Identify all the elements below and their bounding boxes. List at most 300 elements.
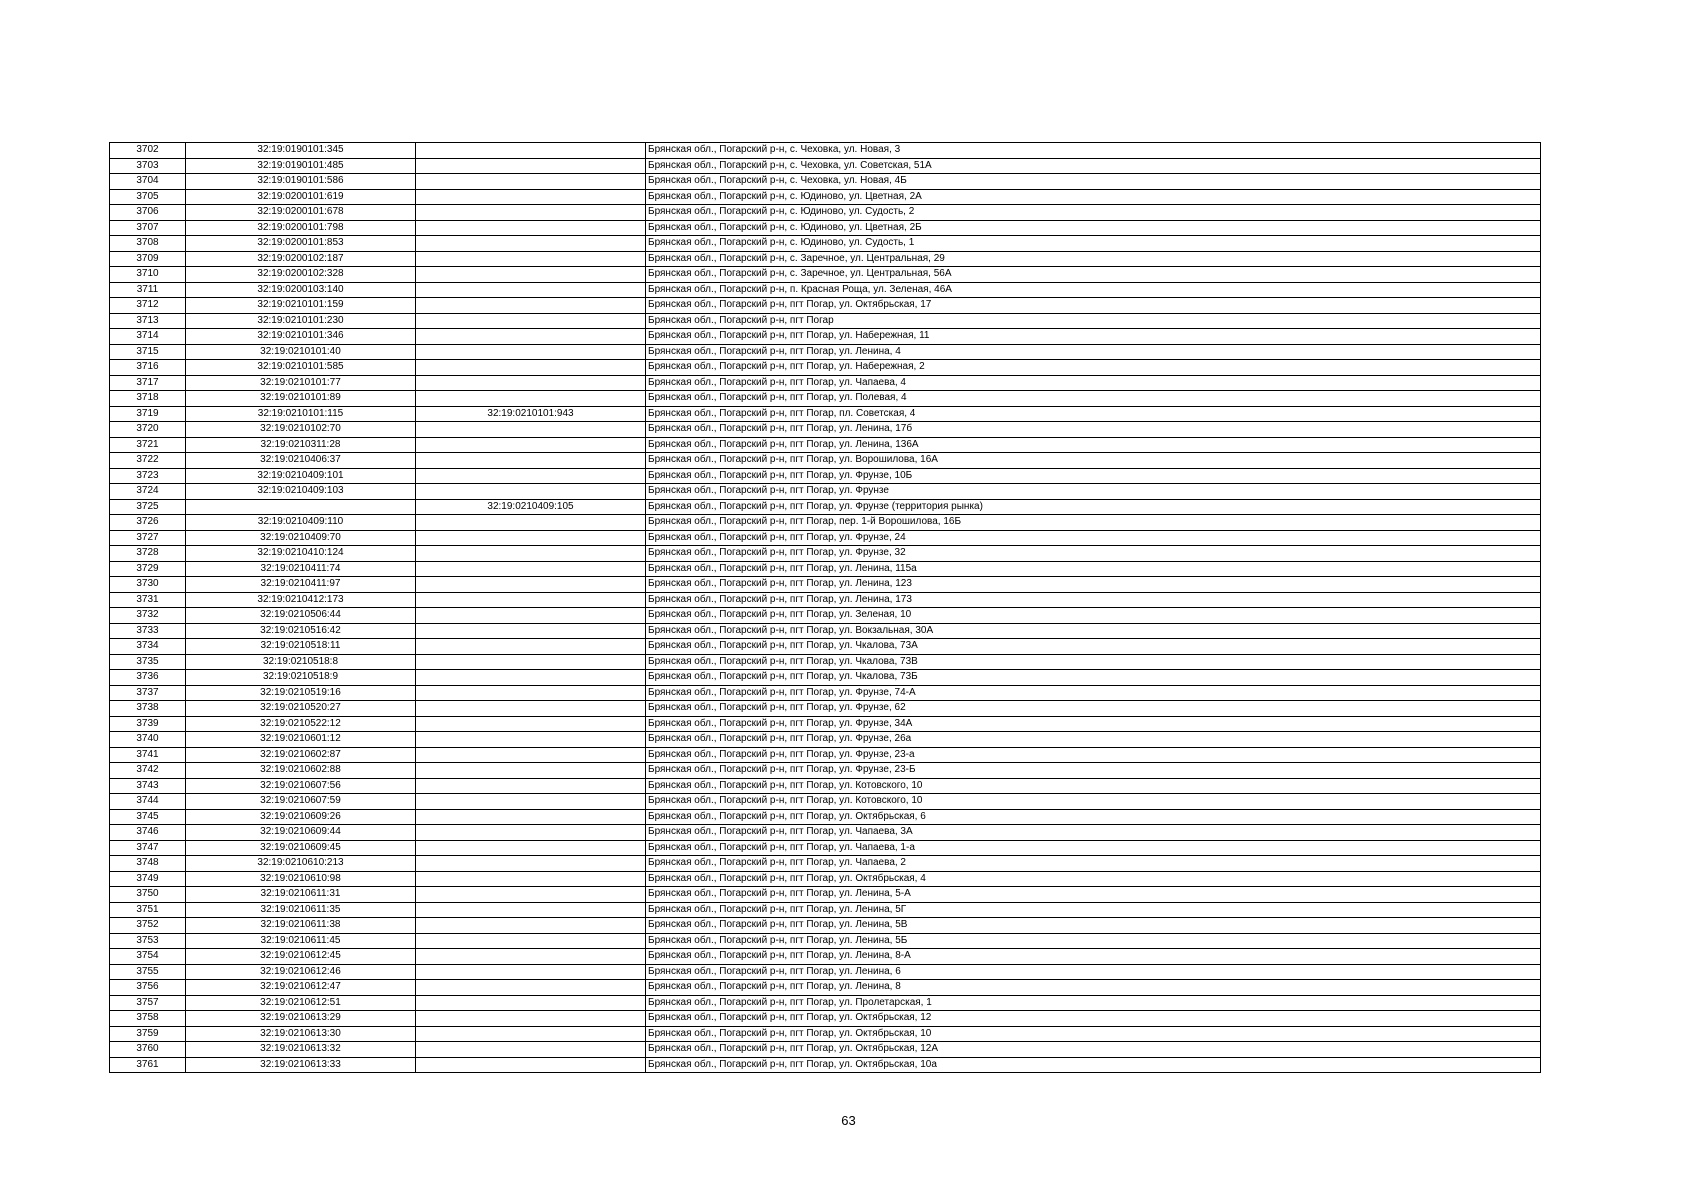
row-number-cell: 3746 [110, 825, 186, 841]
cadastral-number-cell: 32:19:0210101:159 [186, 298, 416, 314]
second-cadastral-number-cell [416, 220, 646, 236]
row-number-cell: 3750 [110, 887, 186, 903]
address-cell: Брянская обл., Погарский р-н, пгт Погар, ул. Ленина, 6 [646, 964, 1541, 980]
row-number-cell: 3760 [110, 1042, 186, 1058]
address-cell: Брянская обл., Погарский р-н, пгт Погар, ул. Ленина, 136А [646, 437, 1541, 453]
address-cell: Брянская обл., Погарский р-н, пгт Погар, ул. Фрунзе, 26а [646, 732, 1541, 748]
address-cell: Брянская обл., Погарский р-н, пгт Погар, ул. Ленина, 5-А [646, 887, 1541, 903]
second-cadastral-number-cell [416, 236, 646, 252]
second-cadastral-number-cell [416, 313, 646, 329]
second-cadastral-number-cell [416, 980, 646, 996]
table-row [110, 902, 1541, 918]
address-cell: Брянская обл., Погарский р-н, пгт Погар, ул. Ленина, 5В [646, 918, 1541, 934]
table-row [110, 995, 1541, 1011]
row-number-cell: 3749 [110, 871, 186, 887]
second-cadastral-number-cell [416, 732, 646, 748]
address-cell: Брянская обл., Погарский р-н, пгт Погар, ул. Октябрьская, 10а [646, 1057, 1541, 1073]
table-row [110, 174, 1541, 190]
second-cadastral-number-cell [416, 174, 646, 190]
address-cell: Брянская обл., Погарский р-н, пгт Погар, ул. Чкалова, 73Б [646, 670, 1541, 686]
row-number-cell: 3742 [110, 763, 186, 779]
address-cell: Брянская обл., Погарский р-н, с. Юдиново, ул. Судость, 1 [646, 236, 1541, 252]
address-cell: Брянская обл., Погарский р-н, с. Чеховка, ул. Новая, 4Б [646, 174, 1541, 190]
second-cadastral-number-cell [416, 933, 646, 949]
table-row [110, 918, 1541, 934]
address-cell: Брянская обл., Погарский р-н, пгт Погар, ул. Чапаева, 4 [646, 375, 1541, 391]
table-row [110, 437, 1541, 453]
table-row [110, 856, 1541, 872]
cadastral-number-cell: 32:19:0210411:97 [186, 577, 416, 593]
table-row [110, 763, 1541, 779]
second-cadastral-number-cell [416, 561, 646, 577]
address-cell: Брянская обл., Погарский р-н, с. Заречное, ул. Центральная, 29 [646, 251, 1541, 267]
cadastral-number-cell: 32:19:0210409:70 [186, 530, 416, 546]
row-number-cell: 3741 [110, 747, 186, 763]
row-number-cell: 3703 [110, 158, 186, 174]
cadastral-number-cell: 32:19:0200103:140 [186, 282, 416, 298]
row-number-cell: 3737 [110, 685, 186, 701]
second-cadastral-number-cell [416, 716, 646, 732]
cadastral-number-cell: 32:19:0210409:103 [186, 484, 416, 500]
address-cell: Брянская обл., Погарский р-н, с. Юдиново, ул. Цветная, 2Б [646, 220, 1541, 236]
table-row [110, 825, 1541, 841]
table-row [110, 360, 1541, 376]
address-cell: Брянская обл., Погарский р-н, пгт Погар, ул. Вокзальная, 30А [646, 623, 1541, 639]
table-row [110, 344, 1541, 360]
second-cadastral-number-cell [416, 530, 646, 546]
table-row [110, 1042, 1541, 1058]
address-cell: Брянская обл., Погарский р-н, с. Юдиново, ул. Цветная, 2А [646, 189, 1541, 205]
row-number-cell: 3708 [110, 236, 186, 252]
address-cell: Брянская обл., Погарский р-н, пгт Погар, ул. Зеленая, 10 [646, 608, 1541, 624]
row-number-cell: 3705 [110, 189, 186, 205]
cadastral-number-cell: 32:19:0210611:38 [186, 918, 416, 934]
second-cadastral-number-cell [416, 344, 646, 360]
cadastral-number-cell: 32:19:0190101:485 [186, 158, 416, 174]
second-cadastral-number-cell [416, 840, 646, 856]
second-cadastral-number-cell [416, 592, 646, 608]
second-cadastral-number-cell [416, 267, 646, 283]
row-number-cell: 3726 [110, 515, 186, 531]
row-number-cell: 3724 [110, 484, 186, 500]
table-row [110, 654, 1541, 670]
row-number-cell: 3738 [110, 701, 186, 717]
cadastral-number-cell: 32:19:0210101:115 [186, 406, 416, 422]
table-row [110, 887, 1541, 903]
row-number-cell: 3704 [110, 174, 186, 190]
row-number-cell: 3729 [110, 561, 186, 577]
row-number-cell: 3712 [110, 298, 186, 314]
table-row [110, 794, 1541, 810]
cadastral-number-cell: 32:19:0210406:37 [186, 453, 416, 469]
row-number-cell: 3711 [110, 282, 186, 298]
second-cadastral-number-cell [416, 747, 646, 763]
row-number-cell: 3745 [110, 809, 186, 825]
address-cell: Брянская обл., Погарский р-н, пгт Погар, ул. Фрунзе, 62 [646, 701, 1541, 717]
cadastral-number-cell: 32:19:0210613:32 [186, 1042, 416, 1058]
second-cadastral-number-cell [416, 453, 646, 469]
cadastral-number-cell: 32:19:0210607:59 [186, 794, 416, 810]
address-cell: Брянская обл., Погарский р-н, пгт Погар, ул. Октябрьская, 17 [646, 298, 1541, 314]
second-cadastral-number-cell [416, 158, 646, 174]
second-cadastral-number-cell [416, 329, 646, 345]
cadastral-number-cell: 32:19:0210412:173 [186, 592, 416, 608]
table-row [110, 685, 1541, 701]
row-number-cell: 3733 [110, 623, 186, 639]
address-cell: Брянская обл., Погарский р-н, пгт Погар, ул. Фрунзе, 32 [646, 546, 1541, 562]
row-number-cell: 3710 [110, 267, 186, 283]
address-cell: Брянская обл., Погарский р-н, пгт Погар, ул. Фрунзе, 34А [646, 716, 1541, 732]
cadastral-number-cell: 32:19:0190101:345 [186, 143, 416, 159]
second-cadastral-number-cell [416, 949, 646, 965]
table-row [110, 546, 1541, 562]
cadastral-number-cell: 32:19:0210101:40 [186, 344, 416, 360]
second-cadastral-number-cell [416, 701, 646, 717]
row-number-cell: 3759 [110, 1026, 186, 1042]
table-row [110, 1026, 1541, 1042]
table-row [110, 391, 1541, 407]
cadastral-number-cell: 32:19:0210102:70 [186, 422, 416, 438]
cadastral-number-cell: 32:19:0190101:586 [186, 174, 416, 190]
address-cell: Брянская обл., Погарский р-н, пгт Погар, ул. Ленина, 8 [646, 980, 1541, 996]
table-row [110, 608, 1541, 624]
second-cadastral-number-cell [416, 282, 646, 298]
row-number-cell: 3757 [110, 995, 186, 1011]
cadastral-number-cell: 32:19:0200101:678 [186, 205, 416, 221]
cadastral-number-cell: 32:19:0210601:12 [186, 732, 416, 748]
table-row [110, 933, 1541, 949]
cadastral-number-cell [186, 499, 416, 515]
row-number-cell: 3761 [110, 1057, 186, 1073]
second-cadastral-number-cell [416, 639, 646, 655]
row-number-cell: 3706 [110, 205, 186, 221]
address-cell: Брянская обл., Погарский р-н, пгт Погар, ул. Чкалова, 73А [646, 639, 1541, 655]
address-cell: Брянская обл., Погарский р-н, пгт Погар, ул. Ленина, 173 [646, 592, 1541, 608]
row-number-cell: 3725 [110, 499, 186, 515]
address-cell: Брянская обл., Погарский р-н, пгт Погар, ул. Фрунзе, 24 [646, 530, 1541, 546]
table-row [110, 468, 1541, 484]
address-cell: Брянская обл., Погарский р-н, с. Заречное, ул. Центральная, 56А [646, 267, 1541, 283]
address-cell: Брянская обл., Погарский р-н, пгт Погар, пл. Советская, 4 [646, 406, 1541, 422]
address-cell: Брянская обл., Погарский р-н, пгт Погар, ул. Ленина, 17б [646, 422, 1541, 438]
table-row [110, 980, 1541, 996]
second-cadastral-number-cell [416, 809, 646, 825]
row-number-cell: 3747 [110, 840, 186, 856]
second-cadastral-number-cell [416, 468, 646, 484]
table-row [110, 453, 1541, 469]
cadastral-number-cell: 32:19:0210518:9 [186, 670, 416, 686]
second-cadastral-number-cell [416, 902, 646, 918]
address-cell: Брянская обл., Погарский р-н, пгт Погар, ул. Чапаева, 2 [646, 856, 1541, 872]
row-number-cell: 3754 [110, 949, 186, 965]
cadastral-number-cell: 32:19:0210612:46 [186, 964, 416, 980]
table-row [110, 484, 1541, 500]
second-cadastral-number-cell [416, 546, 646, 562]
second-cadastral-number-cell [416, 577, 646, 593]
cadastral-number-cell: 32:19:0200102:187 [186, 251, 416, 267]
row-number-cell: 3709 [110, 251, 186, 267]
table-row [110, 716, 1541, 732]
row-number-cell: 3722 [110, 453, 186, 469]
cadastral-number-cell: 32:19:0210602:88 [186, 763, 416, 779]
cadastral-number-cell: 32:19:0210612:45 [186, 949, 416, 965]
cadastral-number-cell: 32:19:0200101:853 [186, 236, 416, 252]
cadastral-number-cell: 32:19:0210516:42 [186, 623, 416, 639]
table-row [110, 313, 1541, 329]
cadastral-number-cell: 32:19:0210611:31 [186, 887, 416, 903]
address-cell: Брянская обл., Погарский р-н, п. Красная Роща, ул. Зеленая, 46А [646, 282, 1541, 298]
table-row [110, 220, 1541, 236]
second-cadastral-number-cell [416, 1057, 646, 1073]
address-cell: Брянская обл., Погарский р-н, пгт Погар, ул. Фрунзе, 23-а [646, 747, 1541, 763]
second-cadastral-number-cell: 32:19:0210101:943 [416, 406, 646, 422]
second-cadastral-number-cell [416, 794, 646, 810]
second-cadastral-number-cell [416, 654, 646, 670]
row-number-cell: 3714 [110, 329, 186, 345]
table-row [110, 422, 1541, 438]
table-row [110, 1057, 1541, 1073]
row-number-cell: 3739 [110, 716, 186, 732]
cadastral-number-cell: 32:19:0210613:30 [186, 1026, 416, 1042]
address-cell: Брянская обл., Погарский р-н, пгт Погар, пер. 1-й Ворошилова, 16Б [646, 515, 1541, 531]
row-number-cell: 3736 [110, 670, 186, 686]
address-cell: Брянская обл., Погарский р-н, пгт Погар, ул. Октябрьская, 4 [646, 871, 1541, 887]
table-row [110, 949, 1541, 965]
address-cell: Брянская обл., Погарский р-н, пгт Погар, ул. Котовского, 10 [646, 794, 1541, 810]
cadastral-number-cell: 32:19:0210609:44 [186, 825, 416, 841]
row-number-cell: 3734 [110, 639, 186, 655]
table-row [110, 406, 1541, 422]
second-cadastral-number-cell [416, 484, 646, 500]
second-cadastral-number-cell [416, 143, 646, 159]
second-cadastral-number-cell [416, 251, 646, 267]
row-number-cell: 3744 [110, 794, 186, 810]
address-cell: Брянская обл., Погарский р-н, пгт Погар, ул. Ленина, 8-А [646, 949, 1541, 965]
table-row [110, 747, 1541, 763]
table-row [110, 577, 1541, 593]
second-cadastral-number-cell [416, 763, 646, 779]
address-cell: Брянская обл., Погарский р-н, пгт Погар, ул. Ворошилова, 16А [646, 453, 1541, 469]
registry-table-body [110, 143, 1541, 1073]
cadastral-number-cell: 32:19:0210409:101 [186, 468, 416, 484]
second-cadastral-number-cell [416, 608, 646, 624]
address-cell: Брянская обл., Погарский р-н, пгт Погар, ул. Октябрьская, 12А [646, 1042, 1541, 1058]
table-row [110, 809, 1541, 825]
table-row [110, 143, 1541, 159]
row-number-cell: 3717 [110, 375, 186, 391]
cadastral-number-cell: 32:19:0210610:98 [186, 871, 416, 887]
cadastral-number-cell: 32:19:0210522:12 [186, 716, 416, 732]
second-cadastral-number-cell [416, 623, 646, 639]
cadastral-number-cell: 32:19:0210519:16 [186, 685, 416, 701]
row-number-cell: 3721 [110, 437, 186, 453]
table-row [110, 251, 1541, 267]
table-row [110, 639, 1541, 655]
row-number-cell: 3731 [110, 592, 186, 608]
cadastral-number-cell: 32:19:0210612:51 [186, 995, 416, 1011]
address-cell: Брянская обл., Погарский р-н, пгт Погар [646, 313, 1541, 329]
cadastral-number-cell: 32:19:0210613:29 [186, 1011, 416, 1027]
cadastral-number-cell: 32:19:0210518:8 [186, 654, 416, 670]
second-cadastral-number-cell [416, 670, 646, 686]
row-number-cell: 3715 [110, 344, 186, 360]
second-cadastral-number-cell [416, 422, 646, 438]
table-row [110, 515, 1541, 531]
cadastral-number-cell: 32:19:0210410:124 [186, 546, 416, 562]
cadastral-number-cell: 32:19:0210611:35 [186, 902, 416, 918]
table-row [110, 205, 1541, 221]
table-row [110, 871, 1541, 887]
row-number-cell: 3716 [110, 360, 186, 376]
cadastral-number-cell: 32:19:0210609:45 [186, 840, 416, 856]
second-cadastral-number-cell [416, 205, 646, 221]
address-cell: Брянская обл., Погарский р-н, пгт Погар, ул. Октябрьская, 6 [646, 809, 1541, 825]
cadastral-number-cell: 32:19:0210101:346 [186, 329, 416, 345]
row-number-cell: 3718 [110, 391, 186, 407]
cadastral-number-cell: 32:19:0200101:798 [186, 220, 416, 236]
address-cell: Брянская обл., Погарский р-н, пгт Погар, ул. Фрунзе, 10Б [646, 468, 1541, 484]
table-row [110, 1011, 1541, 1027]
second-cadastral-number-cell [416, 995, 646, 1011]
cadastral-number-cell: 32:19:0200101:619 [186, 189, 416, 205]
table-row [110, 964, 1541, 980]
second-cadastral-number-cell [416, 871, 646, 887]
address-cell: Брянская обл., Погарский р-н, пгт Погар, ул. Полевая, 4 [646, 391, 1541, 407]
address-cell: Брянская обл., Погарский р-н, пгт Погар, ул. Ленина, 4 [646, 344, 1541, 360]
row-number-cell: 3728 [110, 546, 186, 562]
second-cadastral-number-cell [416, 515, 646, 531]
address-cell: Брянская обл., Погарский р-н, пгт Погар, ул. Пролетарская, 1 [646, 995, 1541, 1011]
second-cadastral-number-cell [416, 964, 646, 980]
cadastral-number-cell: 32:19:0210602:87 [186, 747, 416, 763]
second-cadastral-number-cell [416, 189, 646, 205]
row-number-cell: 3748 [110, 856, 186, 872]
row-number-cell: 3756 [110, 980, 186, 996]
cadastral-number-cell: 32:19:0210611:45 [186, 933, 416, 949]
row-number-cell: 3732 [110, 608, 186, 624]
address-cell: Брянская обл., Погарский р-н, пгт Погар, ул. Чкалова, 73В [646, 654, 1541, 670]
cadastral-number-cell: 32:19:0210101:585 [186, 360, 416, 376]
table-row [110, 561, 1541, 577]
address-cell: Брянская обл., Погарский р-н, пгт Погар, ул. Ленина, 5Г [646, 902, 1541, 918]
table-row [110, 701, 1541, 717]
second-cadastral-number-cell [416, 360, 646, 376]
address-cell: Брянская обл., Погарский р-н, пгт Погар, ул. Фрунзе, 74-А [646, 685, 1541, 701]
second-cadastral-number-cell [416, 685, 646, 701]
cadastral-number-cell: 32:19:0210613:33 [186, 1057, 416, 1073]
table-row [110, 298, 1541, 314]
address-cell: Брянская обл., Погарский р-н, с. Чеховка, ул. Советская, 51А [646, 158, 1541, 174]
table-row [110, 329, 1541, 345]
address-cell: Брянская обл., Погарский р-н, пгт Погар, ул. Набережная, 11 [646, 329, 1541, 345]
address-cell: Брянская обл., Погарский р-н, пгт Погар, ул. Набережная, 2 [646, 360, 1541, 376]
address-cell: Брянская обл., Погарский р-н, пгт Погар, ул. Чапаева, 1-а [646, 840, 1541, 856]
table-row [110, 282, 1541, 298]
table-row [110, 158, 1541, 174]
address-cell: Брянская обл., Погарский р-н, пгт Погар, ул. Ленина, 115а [646, 561, 1541, 577]
second-cadastral-number-cell [416, 298, 646, 314]
address-cell: Брянская обл., Погарский р-н, пгт Погар, ул. Чапаева, 3А [646, 825, 1541, 841]
table-row [110, 530, 1541, 546]
page-number: 63 [841, 1113, 856, 1128]
cadastral-number-cell: 32:19:0210101:89 [186, 391, 416, 407]
cadastral-number-cell: 32:19:0210518:11 [186, 639, 416, 655]
cadastral-number-cell: 32:19:0210612:47 [186, 980, 416, 996]
cadastral-number-cell: 32:19:0210311:28 [186, 437, 416, 453]
row-number-cell: 3719 [110, 406, 186, 422]
table-row [110, 499, 1541, 515]
row-number-cell: 3702 [110, 143, 186, 159]
address-cell: Брянская обл., Погарский р-н, пгт Погар, ул. Октябрьская, 10 [646, 1026, 1541, 1042]
address-cell: Брянская обл., Погарский р-н, пгт Погар, ул. Октябрьская, 12 [646, 1011, 1541, 1027]
address-cell: Брянская обл., Погарский р-н, пгт Погар, ул. Котовского, 10 [646, 778, 1541, 794]
second-cadastral-number-cell [416, 1026, 646, 1042]
second-cadastral-number-cell [416, 375, 646, 391]
second-cadastral-number-cell [416, 391, 646, 407]
address-cell: Брянская обл., Погарский р-н, с. Чеховка, ул. Новая, 3 [646, 143, 1541, 159]
second-cadastral-number-cell [416, 918, 646, 934]
second-cadastral-number-cell [416, 1011, 646, 1027]
second-cadastral-number-cell: 32:19:0210409:105 [416, 499, 646, 515]
row-number-cell: 3730 [110, 577, 186, 593]
table-row [110, 592, 1541, 608]
row-number-cell: 3713 [110, 313, 186, 329]
address-cell: Брянская обл., Погарский р-н, пгт Погар, ул. Фрунзе [646, 484, 1541, 500]
cadastral-number-cell: 32:19:0210610:213 [186, 856, 416, 872]
cadastral-number-cell: 32:19:0210411:74 [186, 561, 416, 577]
row-number-cell: 3751 [110, 902, 186, 918]
cadastral-number-cell: 32:19:0210101:230 [186, 313, 416, 329]
table-row [110, 236, 1541, 252]
cadastral-number-cell: 32:19:0200102:328 [186, 267, 416, 283]
row-number-cell: 3727 [110, 530, 186, 546]
table-row [110, 189, 1541, 205]
second-cadastral-number-cell [416, 856, 646, 872]
cadastral-number-cell: 32:19:0210506:44 [186, 608, 416, 624]
cadastral-number-cell: 32:19:0210520:27 [186, 701, 416, 717]
row-number-cell: 3723 [110, 468, 186, 484]
table-row [110, 375, 1541, 391]
registry-table [109, 142, 1541, 1073]
second-cadastral-number-cell [416, 1042, 646, 1058]
cadastral-number-cell: 32:19:0210609:26 [186, 809, 416, 825]
second-cadastral-number-cell [416, 825, 646, 841]
row-number-cell: 3753 [110, 933, 186, 949]
table-row [110, 778, 1541, 794]
second-cadastral-number-cell [416, 437, 646, 453]
table-row [110, 267, 1541, 283]
row-number-cell: 3758 [110, 1011, 186, 1027]
row-number-cell: 3743 [110, 778, 186, 794]
cadastral-number-cell: 32:19:0210409:110 [186, 515, 416, 531]
table-row [110, 623, 1541, 639]
address-cell: Брянская обл., Погарский р-н, пгт Погар, ул. Ленина, 123 [646, 577, 1541, 593]
table-row [110, 840, 1541, 856]
address-cell: Брянская обл., Погарский р-н, пгт Погар, ул. Фрунзе (территория рынка) [646, 499, 1541, 515]
row-number-cell: 3755 [110, 964, 186, 980]
second-cadastral-number-cell [416, 887, 646, 903]
row-number-cell: 3735 [110, 654, 186, 670]
row-number-cell: 3707 [110, 220, 186, 236]
table-row [110, 670, 1541, 686]
second-cadastral-number-cell [416, 778, 646, 794]
row-number-cell: 3740 [110, 732, 186, 748]
row-number-cell: 3752 [110, 918, 186, 934]
address-cell: Брянская обл., Погарский р-н, пгт Погар, ул. Фрунзе, 23-Б [646, 763, 1541, 779]
table-row [110, 732, 1541, 748]
address-cell: Брянская обл., Погарский р-н, с. Юдиново, ул. Судость, 2 [646, 205, 1541, 221]
address-cell: Брянская обл., Погарский р-н, пгт Погар, ул. Ленина, 5Б [646, 933, 1541, 949]
